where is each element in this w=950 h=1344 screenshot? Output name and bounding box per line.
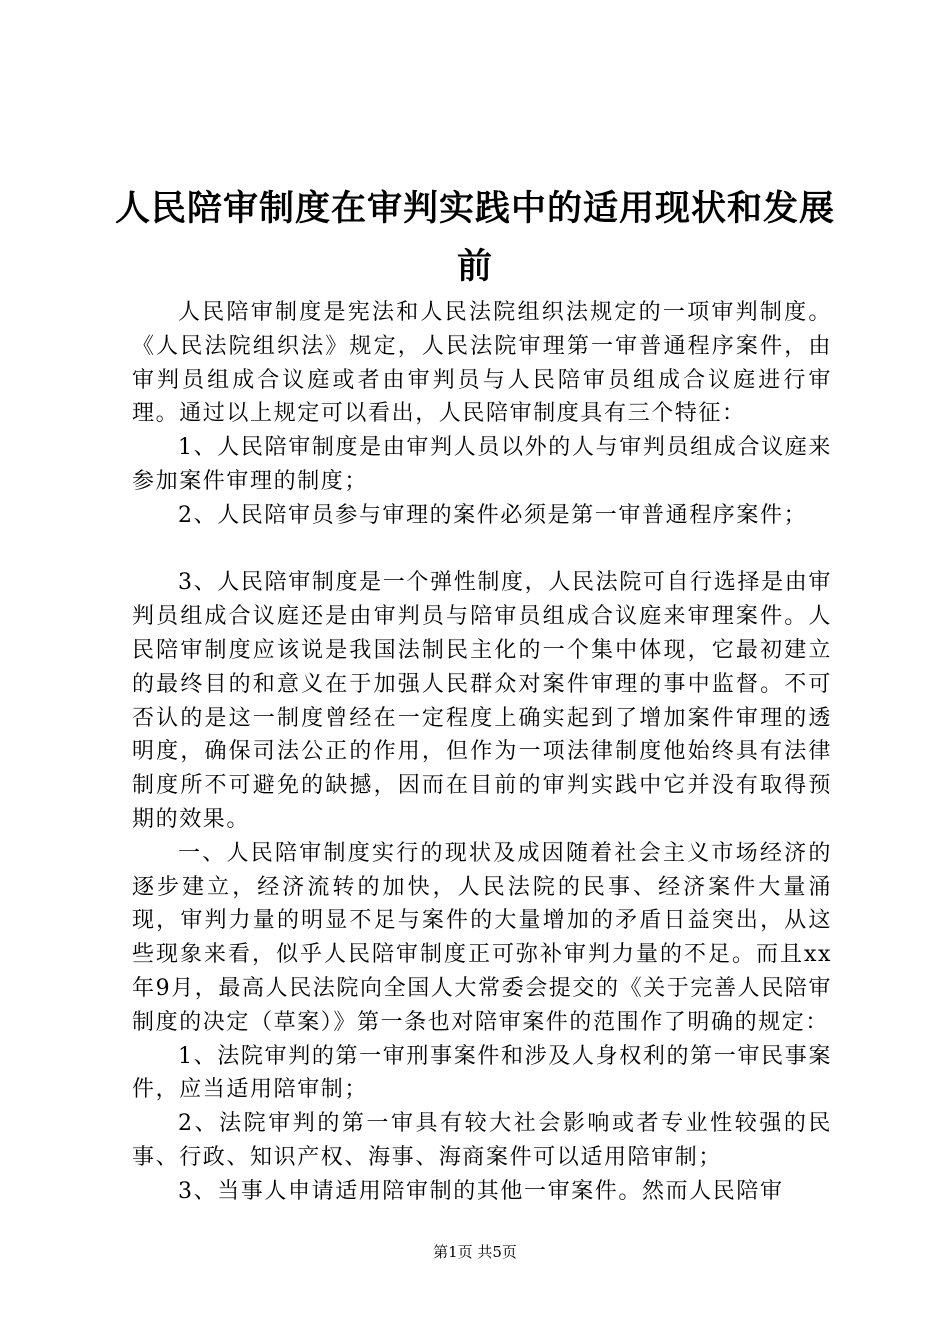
paragraph-section-1: 一、人民陪审制度实行的现状及成因随着社会主义市场经济的逐步建立，经济流转的加快，人民法院的民事、经济案件大量涌现，审判力量的明显不足与案件的大量增加的矛盾日益突出，从这些现象来看，似乎人民陪审制度正可弥补审判力量的不足。而且xx年9月，最高人民法院向全国人大常委会提交的《关于完善人民陪审制度的决定（草案）》第一条也对陪审案件的范围作了明确的规定：	[132, 840, 832, 1035]
page-footer: 第1页 共5页	[433, 1243, 517, 1261]
document-body	[132, 296, 832, 1209]
list-item-feature-3: 3、人民陪审制度是一个弹性制度，人民法院可自行选择是由审判员组成合议庭还是由审判员与陪审员组成合议庭来审理案件。人民陪审制度应该说是我国法制民主化的一个集中体现，它最初建立的最终目的和意义在于加强人民群众对案件审理的事中监督。不可否认的是这一制度曾经在一定程度上确实起到了增加案件审理的透明度，确保司法公正的作用，但作为一项法律制度他始终具有法律制度所不可避免的缺撼，因而在目前的审判实践中它并没有取得预期的效果。	[132, 570, 832, 832]
blank-line	[132, 533, 832, 567]
list-item-feature-1: 1、人民陪审制度是由审判人员以外的人与审判员组成合议庭来参加案件审理的制度；	[132, 435, 832, 494]
list-item-scope-1: 1、法院审判的第一审刑事案件和涉及人身权利的第一审民事案件，应当适用陪审制；	[132, 1043, 832, 1103]
document-title	[0, 180, 950, 296]
list-item-feature-2: 2、人民陪审员参与审理的案件必须是第一审普通程序案件；	[178, 502, 808, 528]
title-line-2: 前	[456, 246, 493, 287]
list-item-scope-3: 3、当事人申请适用陪审制的其他一审案件。然而人民陪审	[178, 1178, 784, 1204]
list-item-scope-2: 2、法院审判的第一审具有较大社会影响或者专业性较强的民事、行政、知识产权、海事、海商案件可以适用陪审制；	[132, 1111, 832, 1170]
paragraph-intro: 人民陪审制度是宪法和人民法院组织法规定的一项审判制度。《人民法院组织法》规定，人民法院审理第一审普通程序案件，由审判员组成合议庭或者由审判员与人民陪审员组成合议庭进行审理。通过以上规定可以看出，人民陪审制度具有三个特征：	[132, 300, 832, 427]
title-line-1: 人民陪审制度在审判实践中的适用现状和发展	[114, 188, 835, 229]
